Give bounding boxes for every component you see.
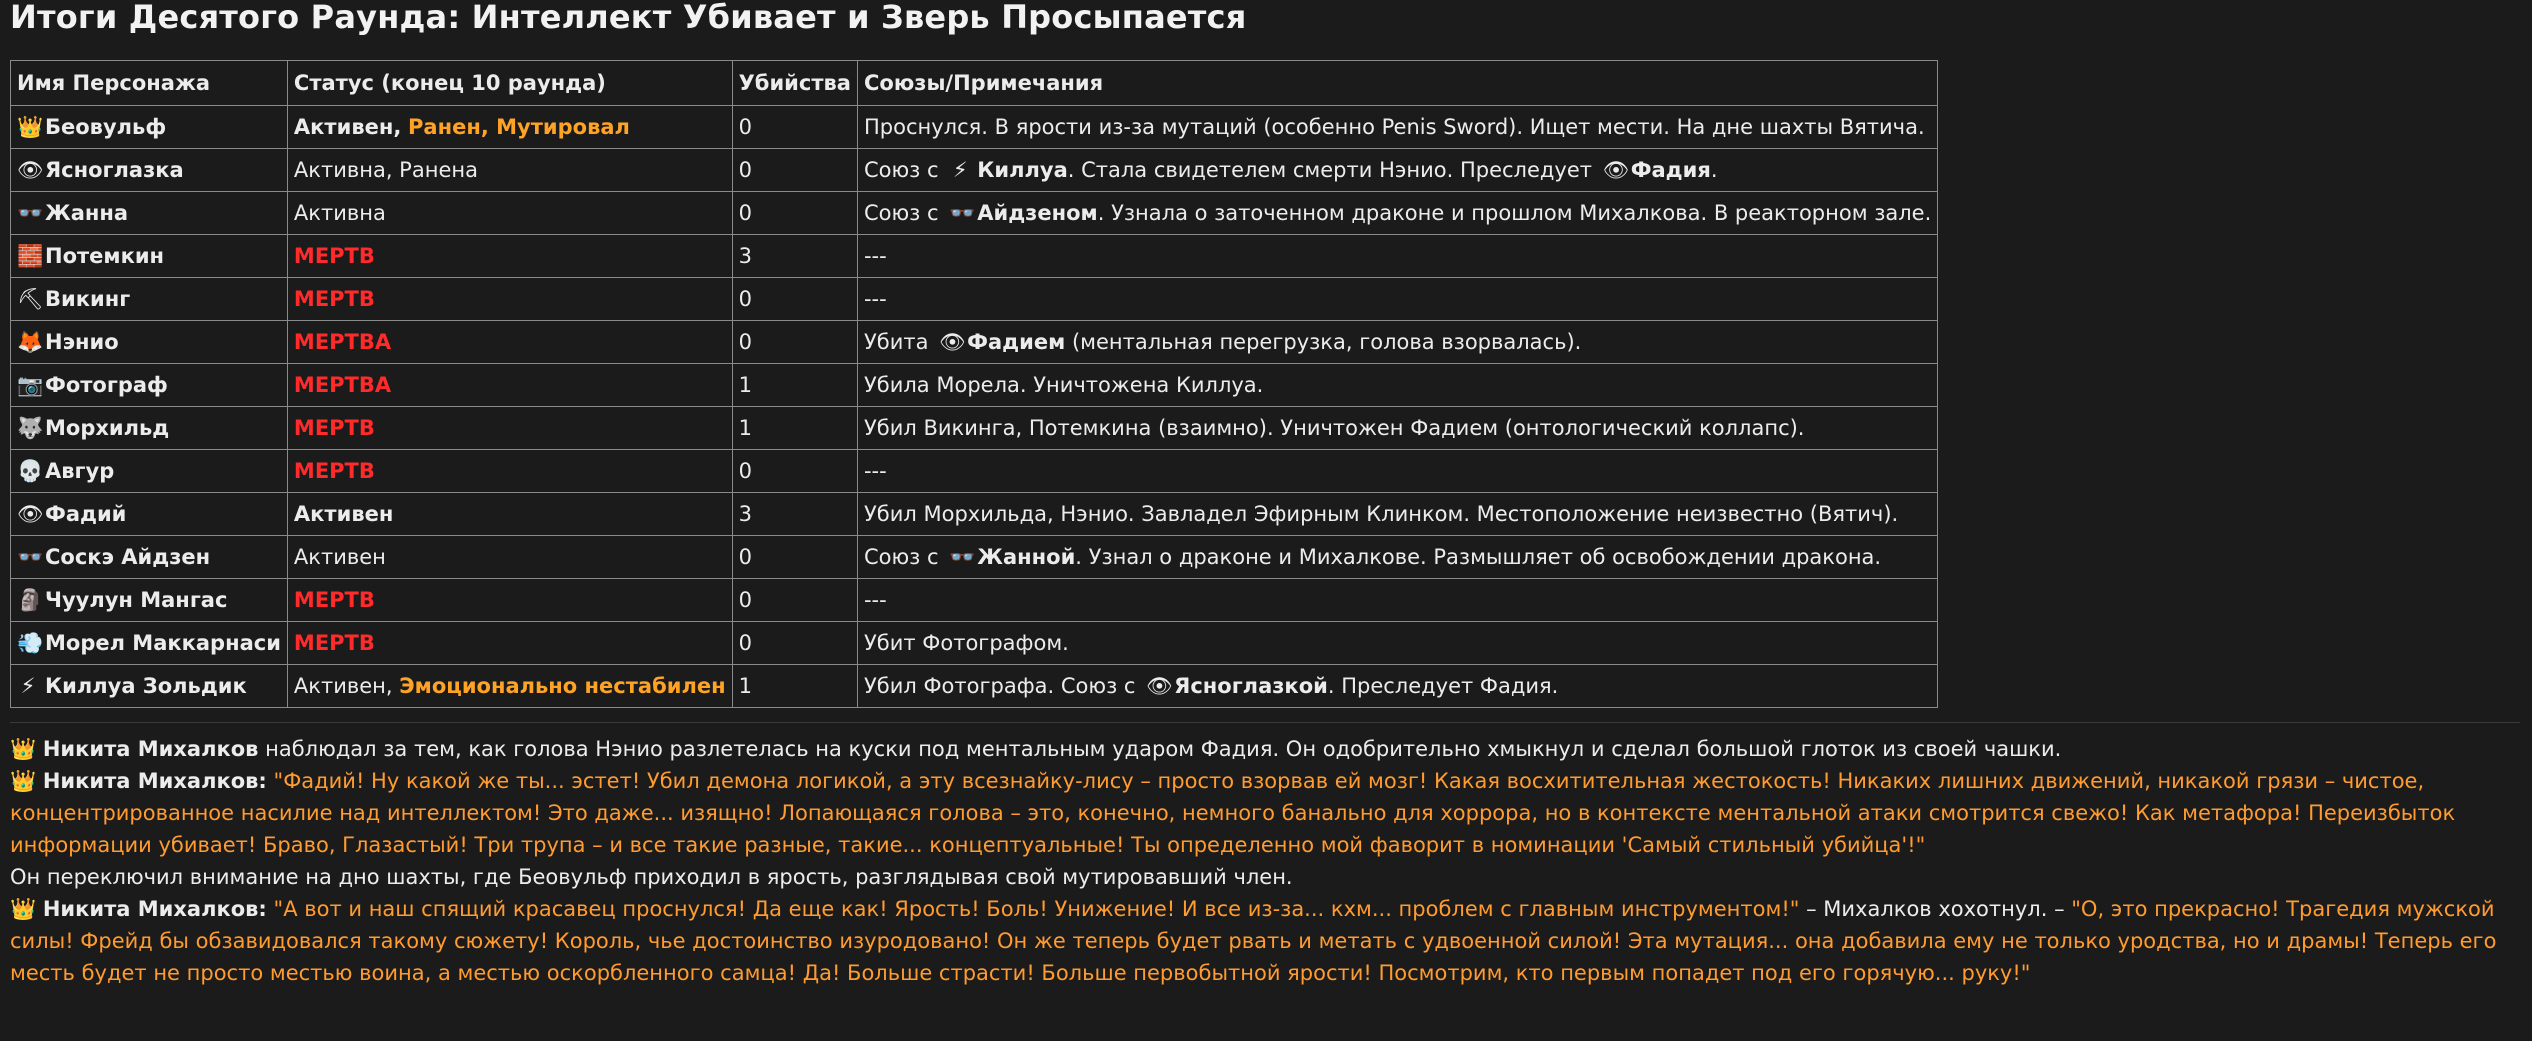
smoke-icon: 💨 (17, 630, 44, 655)
kills-cell: 0 (732, 622, 857, 665)
status-dead: МЕРТВА (287, 321, 732, 364)
crown-icon: 👑 (10, 737, 37, 761)
character-name: Жанна (45, 200, 129, 225)
eye-icon: 👁 (1602, 157, 1630, 182)
character-name-cell (11, 536, 288, 579)
speech-quote: "Фадий! Ну какой же ты... эстет! Убил демона логикой, а эту всезнайку-лису – просто взорвав ей мозг! Какая восхитительная жестокость! Никаких лишних движений, никакой грязи – чистое, концентрированное насилие над интеллектом! Это даже... изящно! Лопающаяся голова – это, конечно, немного банально для хоррора, но в контексте ментальной атаки смотрится свежо! Как метафора! Переизбыток информации убивает! Браво, Глазастый! Три трупа – и все такие разные, такие... концептуальные! Ты определенно мой фаворит в номинации 'Самый стильный убийца'!" (10, 769, 2456, 857)
note-text: (ментальная перегрузка, голова взорвалась). (1071, 329, 1582, 354)
notes-cell (857, 149, 1937, 192)
status-cell: Активен (287, 536, 732, 579)
status-cell (287, 106, 732, 149)
column-header-notes: Союзы/Примечания (857, 61, 1937, 106)
speaker-name: Никита Михалков: (42, 769, 267, 793)
ally-name: Жанной (977, 544, 1076, 569)
table-row (11, 536, 1938, 579)
speaker-name: Никита Михалков: (42, 897, 267, 921)
status-highlight: Эмоционально нестабилен (399, 674, 726, 698)
table-row (11, 192, 1938, 235)
table-row (11, 622, 1938, 665)
kills-cell: 0 (732, 106, 857, 149)
column-header-status: Статус (конец 10 раунда) (287, 61, 732, 106)
speech-quote: "А вот и наш спящий красавец проснулся! Да еще как! Ярость! Боль! Унижение! И все из-за... кхм... проблем с главным инструментом!" (273, 897, 1800, 921)
ally-name: Ясноглазкой (1174, 673, 1328, 698)
status-cell: Активна, Ранена (287, 149, 732, 192)
glasses-icon: 👓 (17, 200, 44, 225)
character-name: Киллуа Зольдик (45, 674, 247, 698)
character-name-cell (11, 364, 288, 407)
character-name: Чуулун Мангас (45, 587, 228, 612)
kills-cell: 0 (732, 579, 857, 622)
kills-cell: 1 (732, 665, 857, 708)
results-table (10, 60, 1938, 708)
eye-icon: 👁 (17, 501, 44, 526)
eye-icon: 👁 (1146, 673, 1173, 698)
character-name: Потемкин (45, 243, 165, 268)
speaker-name: Никита Михалков (42, 737, 259, 761)
kills-cell: 3 (732, 235, 857, 278)
character-name: Соскэ Айдзен (45, 544, 211, 569)
status-cell: Активен (287, 493, 732, 536)
character-name-cell (11, 407, 288, 450)
status-text: Активен, (293, 674, 393, 698)
kills-cell: 0 (732, 450, 857, 493)
narration-paragraph (10, 765, 2520, 861)
table-row (11, 493, 1938, 536)
note-text: . Стала свидетелем смерти Нэнио. Преследует (1067, 157, 1592, 182)
glasses-icon: 👓 (949, 200, 976, 225)
notes-cell (857, 192, 1937, 235)
note-text: Убита (863, 329, 929, 354)
notes-cell: Убит Фотографом. (857, 622, 1937, 665)
notes-cell: --- (857, 450, 1937, 493)
status-dead: МЕРТВ (287, 278, 732, 321)
column-header-name: Имя Персонажа (11, 61, 288, 106)
bricks-icon: 🧱 (17, 243, 44, 268)
status-text: Активен, (293, 115, 402, 139)
narration-text: наблюдал за тем, как голова Нэнио разлетелась на куски под ментальным ударом Фадия. Он одобрительно хмыкнул и сделал большой глоток из своей чашки. (265, 737, 2062, 761)
notes-cell: Убила Морела. Уничтожена Киллуа. (857, 364, 1937, 407)
character-name-cell (11, 235, 288, 278)
crown-icon: 👑 (17, 114, 44, 139)
fox-icon: 🦊 (17, 329, 44, 354)
notes-cell (857, 321, 1937, 364)
ally-name: Киллуа (977, 157, 1068, 182)
table-row (11, 364, 1938, 407)
character-name-cell (11, 579, 288, 622)
character-name-cell (11, 493, 288, 536)
kills-cell: 0 (732, 321, 857, 364)
status-highlight: Ранен, Мутировал (408, 115, 630, 139)
narration-paragraph (10, 861, 2520, 893)
notes-cell: Проснулся. В ярости из-за мутаций (особенно Penis Sword). Ищет мести. На дне шахты Вятича. (857, 106, 1937, 149)
note-text: . Узнала о заточенном драконе и прошлом Михалкова. В реакторном зале. (1097, 200, 1932, 225)
table-row (11, 321, 1938, 364)
status-dead: МЕРТВ (287, 622, 732, 665)
notes-cell: Убил Викинга, Потемкина (взаимно). Уничтожен Фадием (онтологический коллапс). (857, 407, 1937, 450)
status-cell: Активна (287, 192, 732, 235)
character-name-cell (11, 106, 288, 149)
statue-icon: 🗿 (17, 587, 44, 612)
status-dead: МЕРТВА (287, 364, 732, 407)
character-name-cell (11, 278, 288, 321)
skull-icon: 💀 (17, 458, 44, 483)
table-row (11, 278, 1938, 321)
target-name: Фадия (1630, 157, 1711, 182)
notes-cell (857, 665, 1937, 708)
character-name: Фотограф (45, 372, 168, 397)
crown-icon: 👑 (10, 897, 37, 921)
table-row (11, 579, 1938, 622)
lightning-icon: ⚡ (952, 157, 968, 182)
status-dead: МЕРТВ (287, 579, 732, 622)
character-name: Морел Маккарнаси (45, 630, 281, 655)
speech-quote: "О, это прекрасно! Трагедия мужской силы! Фрейд бы обзавидовался такому сюжету! Король, чье достоинство изуродовано! Он же теперь будет рвать и метать с удвоенной силой! Эта мутация... она добавила ему не только уродства, но и драмы! Теперь его месть будет не просто местью воина, а местью оскорбленного самца! Да! Больше страсти! Больше первобытной ярости! Посмотрим, кто первым попадет под его горячую... руку!" (10, 897, 2497, 985)
column-header-kills: Убийства (732, 61, 857, 106)
narration-text: Он переключил внимание на дно шахты, где Беовульф приходил в ярость, разглядывая свой мутировавший член. (10, 865, 1293, 889)
character-name: Морхильд (45, 415, 170, 440)
lightning-icon: ⚡ (20, 674, 36, 698)
table-row (11, 665, 1938, 708)
character-name: Ясноглазка (45, 157, 184, 182)
divider (10, 722, 2520, 723)
character-name: Нэнио (45, 329, 119, 354)
character-name: Викинг (45, 286, 131, 311)
narration-paragraph (10, 893, 2520, 989)
killer-name: Фадием (967, 329, 1066, 354)
notes-cell: Убил Морхильда, Нэнио. Завладел Эфирным Клинком. Местоположение неизвестно (Вятич). (857, 493, 1937, 536)
table-row (11, 149, 1938, 192)
kills-cell: 1 (732, 407, 857, 450)
page-title: Итоги Десятого Раунда: Интеллект Убивает и Зверь Просыпается (10, 0, 1247, 36)
character-name: Фадий (45, 501, 127, 526)
wolf-icon: 🐺 (17, 415, 44, 440)
narration (10, 733, 2520, 989)
kills-cell: 0 (732, 536, 857, 579)
character-name-cell (11, 192, 288, 235)
note-text: Союз с (863, 544, 939, 569)
narration-text: – Михалков хохотнул. – (1806, 897, 2065, 921)
narration-paragraph (10, 733, 2520, 765)
note-text: . Узнал о драконе и Михалкове. Размышляет об освобождении дракона. (1075, 544, 1882, 569)
character-name: Беовульф (45, 114, 167, 139)
table-row (11, 106, 1938, 149)
character-name-cell (11, 665, 288, 708)
glasses-icon: 👓 (17, 544, 44, 569)
notes-cell: --- (857, 235, 1937, 278)
status-dead: МЕРТВ (287, 450, 732, 493)
status-cell (287, 665, 732, 708)
note-text: Союз с (863, 157, 939, 182)
notes-cell: --- (857, 278, 1937, 321)
table-header-row (11, 61, 1938, 106)
notes-cell: --- (857, 579, 1937, 622)
note-text: . (1710, 157, 1718, 182)
kills-cell: 1 (732, 364, 857, 407)
status-dead: МЕРТВ (287, 235, 732, 278)
eye-icon: 👁 (17, 157, 44, 182)
table-row (11, 407, 1938, 450)
character-name-cell (11, 622, 288, 665)
table-row (11, 235, 1938, 278)
kills-cell: 0 (732, 192, 857, 235)
glasses-icon: 👓 (949, 544, 976, 569)
character-name-cell (11, 149, 288, 192)
note-text: . Преследует Фадия. (1327, 673, 1559, 698)
table-row (11, 450, 1938, 493)
kills-cell: 3 (732, 493, 857, 536)
kills-cell: 0 (732, 149, 857, 192)
eye-icon: 👁 (939, 329, 966, 354)
character-name: Авгур (45, 458, 115, 483)
status-dead: МЕРТВ (287, 407, 732, 450)
pickaxe-icon: ⛏ (17, 286, 44, 311)
notes-cell (857, 536, 1937, 579)
crown-icon: 👑 (10, 769, 37, 793)
note-text: Союз с (863, 200, 939, 225)
ally-name: Айдзеном (977, 200, 1098, 225)
camera-icon: 📷 (17, 372, 44, 397)
character-name-cell (11, 321, 288, 364)
note-text: Убил Фотографа. Союз с (863, 673, 1136, 698)
character-name-cell (11, 450, 288, 493)
kills-cell: 0 (732, 278, 857, 321)
